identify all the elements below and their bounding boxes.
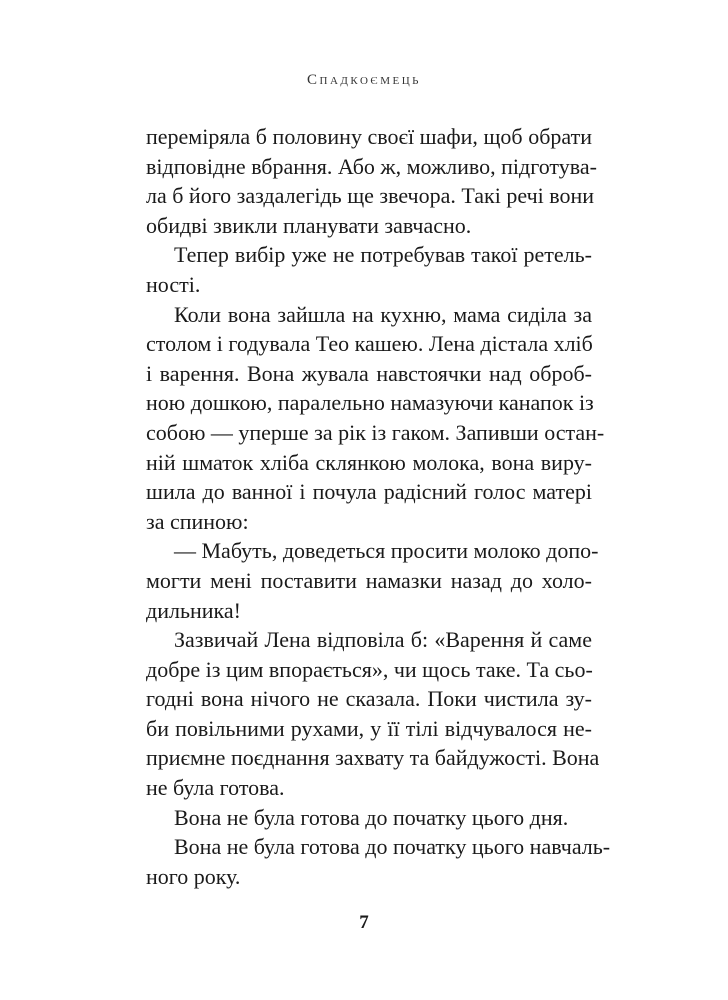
text-line: Вона не була готова до початку цього дня.	[174, 804, 569, 830]
text-line: — Мабуть, доведеться просити молоко допо-	[174, 538, 599, 564]
text-line: Зазвичай Лена відповіла б: «Варення й саме	[174, 627, 592, 653]
text-line: ла б його заздалегідь ще звечора. Такі речі вони	[146, 183, 595, 209]
text-line: Тепер вибір уже не потребував такої ретель-	[174, 242, 592, 268]
body-text	[146, 122, 611, 891]
text-line: столом і годувала Тео кашею. Лена дістала хліб	[146, 331, 593, 357]
text-line: і варення. Вона жувала навстоячки над оброб-	[146, 360, 592, 386]
text-line: приємне поєднання захвату та байдужості. Вона	[146, 745, 600, 771]
running-head: Спадкоємець	[307, 72, 421, 88]
text-line: могти мені поставити намазки назад до холо-	[146, 567, 592, 593]
text-line: ності.	[146, 271, 201, 297]
text-line: переміряла б половину своєї шафи, щоб обрати	[146, 124, 592, 149]
text-line: ною дошкою, паралельно намазуючи канапок із	[146, 390, 594, 416]
text-line: собою — уперше за рік із гаком. Запивши остан-	[146, 419, 605, 445]
text-line: годні вона нічого не сказала. Поки чистила зу-	[146, 686, 592, 712]
text-line: дильника!	[146, 597, 241, 623]
text-line: за спиною:	[146, 508, 249, 534]
text-line: ного року.	[146, 863, 241, 889]
text-line: відповідне вбрання. Або ж, можливо, підготува-	[146, 153, 597, 179]
text-line: шила до ванної і почула радісний голос матері	[146, 479, 592, 505]
text-line: ній шматок хліба склянкою молока, вона виру-	[146, 449, 592, 475]
page-number: 7	[359, 912, 369, 933]
text-line: добре із цим впорається», чи щось таке. Та сьо-	[146, 656, 593, 682]
text-line: би повільними рухами, у її тілі відчувалося не-	[146, 715, 592, 741]
text-line: обидві звикли планувати завчасно.	[146, 212, 472, 238]
text-line: Вона не була готова до початку цього навчаль-	[174, 834, 611, 860]
text-line: не була готова.	[146, 775, 285, 801]
text-line: Коли вона зайшла на кухню, мама сиділа за	[174, 301, 592, 327]
